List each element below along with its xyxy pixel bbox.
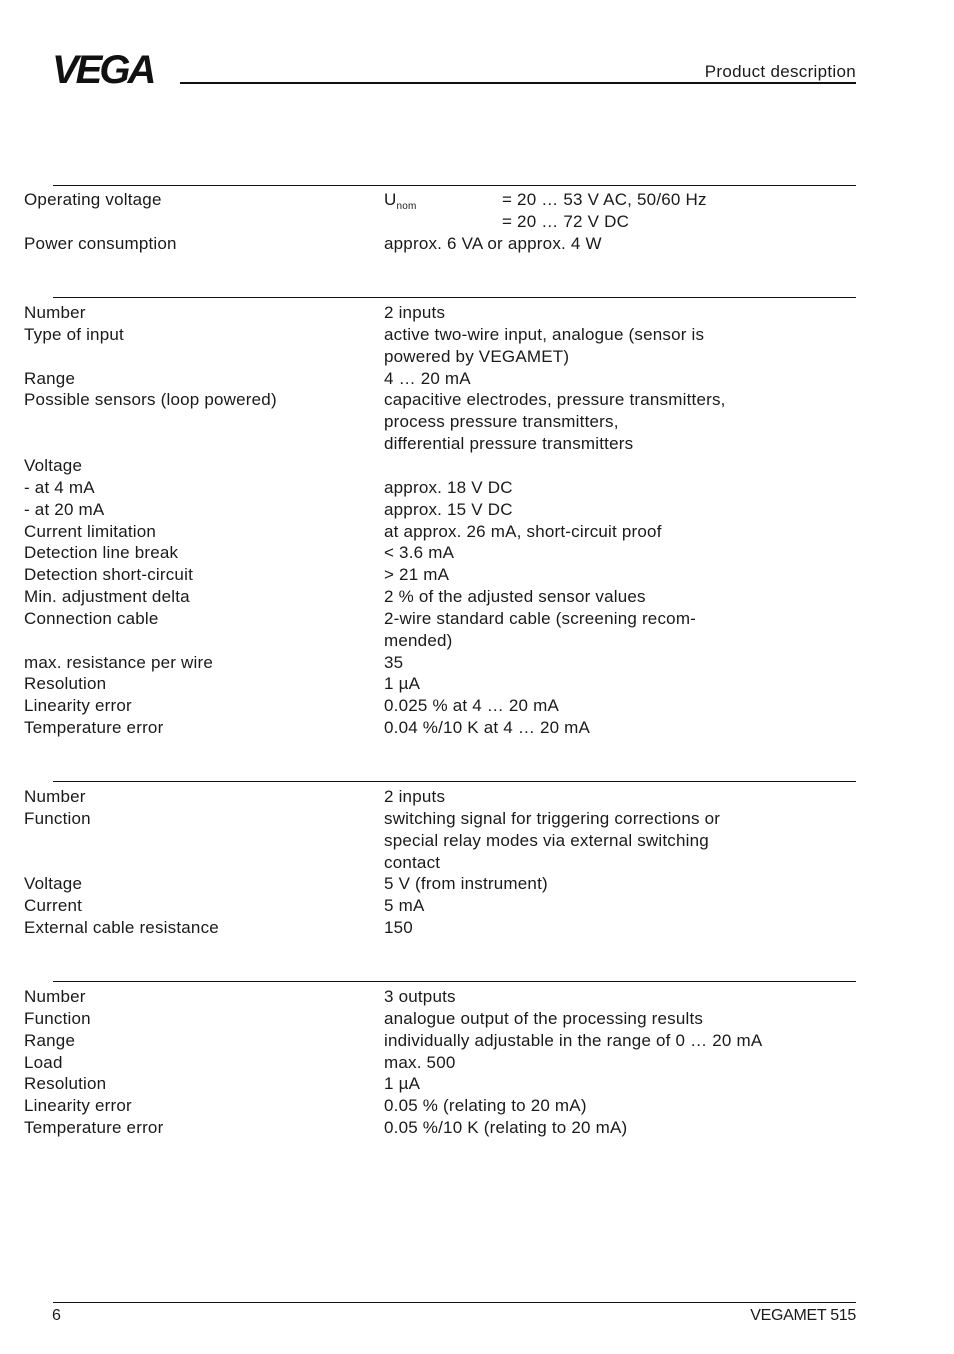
power-consumption-value: approx. 6 VA or approx. 4 W — [384, 234, 602, 253]
supply-section-rule — [53, 185, 856, 186]
current-output-row-value: 0.05 %/10 K (relating to 20 mA) — [384, 1118, 628, 1138]
page-number: 6 — [52, 1307, 61, 1324]
analogue-input-row-value: at approx. 26 mA, short-circuit proof — [384, 521, 662, 541]
digital-input-row-value: 5 mA — [384, 896, 425, 916]
analogue-input-row-value: powered by VEGAMET) — [384, 346, 570, 366]
analogue-input-row-label: Min. adjustment delta — [24, 587, 190, 607]
current-output-row-value: analogue output of the processing results — [384, 1008, 704, 1028]
analogue-input-row-value: capacitive electrodes, pressure transmitters, — [384, 390, 726, 410]
current-output-row-label: Temperature error — [24, 1118, 164, 1138]
digital-input-row-label: Voltage — [24, 874, 83, 894]
analogue-input-row-value: approx. 15 V DC — [384, 499, 513, 519]
analogue-input-row-rule — [53, 297, 856, 298]
current-output-row-label: Range — [24, 1030, 76, 1050]
analogue-input-row-value: mended) — [384, 630, 453, 650]
operating-voltage-dc: = 20 … 72 V DC — [502, 212, 630, 231]
digital-input-row-label: Current — [24, 896, 83, 916]
operating-voltage-symbol: $U_{nom}$ — [384, 190, 417, 212]
svg-text:VEGA: VEGA — [52, 52, 154, 86]
analogue-input-row-label: Number — [24, 303, 86, 322]
analogue-input-row-label: Range — [24, 368, 76, 388]
analogue-input-row-label: max. resistance per wire — [24, 652, 214, 672]
analogue-input-row-label: Current limitation — [24, 521, 157, 541]
section-title: Product description — [704, 62, 856, 81]
digital-input-row-label: Number — [24, 787, 86, 806]
digital-input-row-value: 5 V (from instrument) — [384, 874, 548, 894]
operating-voltage-ac: = 20 … 53 V AC, 50/60 Hz — [502, 190, 707, 209]
analogue-input-row-label: Possible sensors (loop powered) — [24, 390, 277, 410]
analogue-input-row-value: differential pressure transmitters — [384, 434, 634, 454]
digital-input-row-value: 150 — [384, 918, 413, 938]
current-output-row-value: 3 outputs — [384, 987, 456, 1006]
analogue-input-row-value: 0.025 % at 4 … 20 mA — [384, 696, 560, 716]
digital-input-row-rule — [53, 781, 856, 782]
analogue-input-row-value: process pressure transmitters, — [384, 412, 619, 432]
digital-input-row-value: 2 inputs — [384, 787, 446, 806]
analogue-input-row-value: 1 µA — [384, 674, 421, 694]
current-output-row-label: Number — [24, 987, 86, 1006]
analogue-input-row-value: active two-wire input, analogue (sensor is — [384, 324, 705, 344]
digital-input-row-label: External cable resistance — [24, 918, 219, 938]
current-output-row-label: Linearity error — [24, 1096, 132, 1116]
current-output-row-value: 1 µA — [384, 1074, 421, 1094]
analogue-input-row-value: 0.04 %/10 K at 4 … 20 mA — [384, 718, 591, 738]
analogue-input-row-label: Resolution — [24, 674, 107, 694]
analogue-input-row-value: < 3.6 mA — [384, 543, 455, 563]
current-output-row-rule — [53, 981, 856, 982]
product-name: VEGAMET 515 — [750, 1307, 856, 1324]
analogue-input-row-label: Type of input — [24, 324, 124, 344]
analogue-input-row-value: > 21 mA — [384, 565, 450, 585]
digital-input-row-value: special relay modes via external switching — [384, 830, 709, 850]
analogue-input-row-value: 35 — [384, 652, 404, 672]
current-output-row-value: individually adjustable in the range of 0 … 20 mA — [384, 1030, 763, 1050]
analogue-input-row-label: Detection line break — [24, 543, 179, 563]
analogue-input-row-label: Linearity error — [24, 696, 132, 716]
current-output-row-value: max. 500 — [384, 1052, 456, 1072]
current-output-row-label: Function — [24, 1008, 91, 1028]
current-output-row-label: Resolution — [24, 1074, 107, 1094]
analogue-input-row-label: Connection cable — [24, 608, 159, 628]
analogue-input-row-label: Detection short-circuit — [24, 565, 193, 585]
operating-voltage-label: Operating voltage — [24, 190, 162, 209]
header-rule — [180, 82, 856, 84]
analogue-input-row-value: approx. 18 V DC — [384, 477, 513, 497]
analogue-input-row-label: Temperature error — [24, 718, 164, 738]
analogue-input-row-value: 2 % of the adjusted sensor values — [384, 587, 646, 607]
digital-input-row-value: switching signal for triggering corrections or — [384, 808, 721, 828]
analogue-input-row-label: - at 20 mA — [24, 499, 105, 519]
analogue-input-row-label: Voltage — [24, 455, 83, 475]
vega-logo — [52, 52, 172, 86]
analogue-input-row-value: 2 inputs — [384, 303, 446, 322]
power-consumption-label: Power consumption — [24, 234, 177, 253]
analogue-input-row-value: 2-wire standard cable (screening recom- — [384, 608, 697, 628]
digital-input-row-value: contact — [384, 852, 441, 872]
footer-rule — [53, 1302, 856, 1303]
current-output-row-value: 0.05 % (relating to 20 mA) — [384, 1096, 587, 1116]
analogue-input-row-value: 4 … 20 mA — [384, 368, 471, 388]
current-output-row-label: Load — [24, 1052, 63, 1072]
analogue-input-row-label: - at 4 mA — [24, 477, 95, 497]
digital-input-row-label: Function — [24, 808, 91, 828]
